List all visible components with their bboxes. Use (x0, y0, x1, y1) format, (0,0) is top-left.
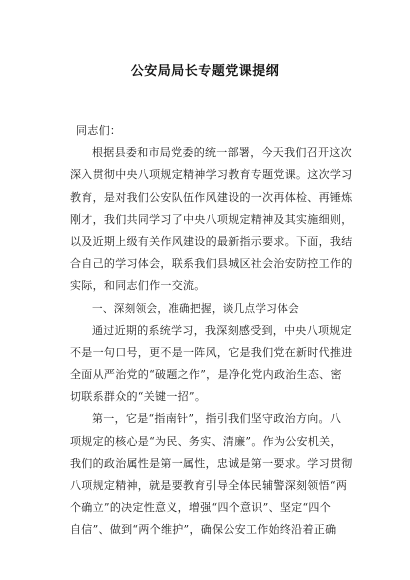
paragraph-1-line-4: 刚才，我们共同学习了中央八项规定精神及其实施细则， (70, 212, 353, 226)
paragraph-2-line-3: 全面从严治党的“破题之作”，是净化党内政治生态、密 (70, 368, 342, 382)
document-title: 公安局局长专题党课提纲 (130, 64, 280, 79)
paragraph-2-line-1: 通过近期的系统学习，我深刻感受到，中央八项规定 (92, 323, 352, 337)
paragraph-1-line-5: 以及近期上级有关作风建设的最新指示要求。下面，我结 (70, 234, 353, 248)
paragraph-3-line-4: 八项规定精神，就是要教育引导全体民辅警深刻领悟“两 (70, 479, 348, 492)
section-heading: 一、深刻领会，准确把握，谈几点学习体会 (92, 302, 299, 315)
salutation: 同志们： (76, 124, 122, 137)
paragraph-3-line-1: 第一，它是“指南针”，指引我们坚守政治方向。八 (92, 412, 342, 426)
paragraph-3-line-5: 个确立”的决定性意义，增强“四个意识”、坚定“四个 (70, 501, 331, 515)
paragraph-1-line-2: 深入贯彻中央八项规定精神学习教育专题党课。这次学习 (70, 168, 353, 182)
paragraph-2-line-2: 不是一句口号，更不是一阵风，它是我们党在新时代推进 (70, 345, 353, 359)
paragraph-1-line-3: 教育，是对我们公安队伍作风建设的一次再体检、再锤炼 (70, 190, 353, 204)
paragraph-2-line-4: 切联系群众的“关键一招”。 (70, 390, 207, 404)
paragraph-3-line-2: 项规定的核心是“为民、务实、清廉”。作为公安机关， (70, 434, 342, 448)
paragraph-1-line-7: 实际，和同志们作一交流。 (70, 279, 206, 293)
paragraph-3-line-3: 我们的政治属性是第一属性，忠诚是第一要求。学习贯彻 (70, 456, 353, 470)
document-body (70, 120, 352, 542)
paragraph-1-line-6: 合自己的学习体会，联系我们县城区社会治安防控工作的 (70, 257, 353, 271)
paragraph-3-line-6: 自信”、做到“两个维护”，确保公安工作始终沿着正确 (70, 523, 337, 537)
paragraph-1-line-1: 根据县委和市局党委的统一部署，今天我们召开这次 (92, 146, 352, 160)
